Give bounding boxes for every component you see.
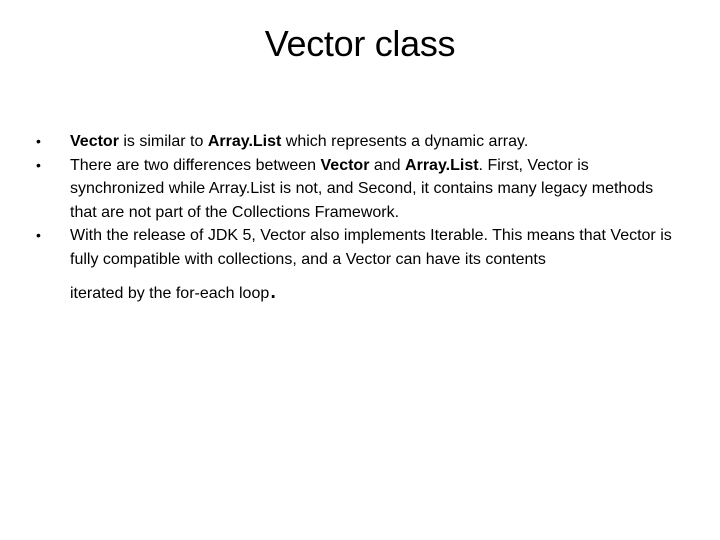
bullet-2-arraylist: Array.List <box>405 156 479 174</box>
slide-title: Vector class <box>264 23 456 64</box>
bullet-3-period: . <box>269 273 278 304</box>
bullet-2-text-a: There are two differences between <box>70 156 321 174</box>
bullet-1-text-b: which represents a dynamic array. <box>281 133 529 150</box>
bullet-2-text-c: . First, Vector is synchronized while Array.List is not, and Second, it contains many legacy methods that are not part of the Collections Framework. <box>70 156 654 221</box>
bullet-list <box>36 130 684 306</box>
bullet-1-text-a: is similar to <box>118 133 208 150</box>
bullet-2-text-b: and <box>369 156 406 174</box>
bullet-3-last-line <box>70 273 278 306</box>
bullet-item-1 <box>36 130 684 154</box>
bullet-icon: • <box>36 156 41 173</box>
bullet-1-arraylist: Array.List <box>207 133 282 150</box>
bullet-icon: • <box>36 227 41 243</box>
bullet-3-text-b: iterated by the for-each loop <box>70 285 270 302</box>
bullet-1-vector: Vector <box>70 133 119 150</box>
bullet-icon: • <box>36 133 41 149</box>
bullet-3-text-a: With the release of JDK 5, Vector also implements Iterable. This means that Vector is fully compatible with collections, and a Vector can have its contents <box>70 227 672 268</box>
bullet-item-2 <box>36 154 684 225</box>
bullet-item-3 <box>36 224 684 306</box>
bullet-2-vector: Vector <box>320 156 370 174</box>
